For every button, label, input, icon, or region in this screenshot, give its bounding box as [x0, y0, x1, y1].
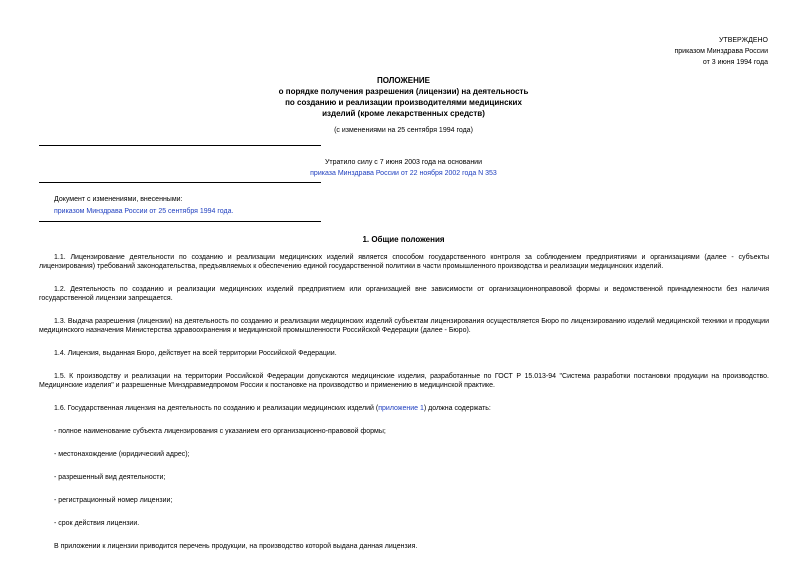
paragraph-1-5: 1.5. К производству и реализации на территории Российской Федерации допускаются медицинские изделия, разработанные по ГОСТ Р 15.013-94 "Система разработки постановки продукции на производство. Медицинские изделия" и разрешенные Минздравмедпромом России к постановке на производство и применению в медицинской практике. — [39, 373, 769, 389]
list-item: - полное наименование субъекта лицензирования с указанием его организационно-правовой формы; — [54, 428, 386, 435]
divider — [39, 182, 321, 183]
title-line-1: о порядке получения разрешения (лицензии) на деятельность — [278, 87, 529, 96]
paragraph-1-6-after: ) должна содержать: — [423, 405, 491, 412]
title-heading: ПОЛОЖЕНИЕ — [377, 76, 430, 85]
divider — [39, 145, 321, 146]
title-line-3: изделий (кроме лекарственных средств) — [322, 109, 485, 118]
list-item: - срок действия лицензии. — [54, 520, 140, 527]
paragraph-1-6-before: 1.6. Государственная лицензия на деятельность по созданию и реализации медицинских изделий ( — [54, 405, 379, 412]
document-changes — [54, 194, 334, 218]
void-note — [200, 157, 607, 179]
void-note-text: Утратило силу с 7 июня 2003 года на основании — [324, 159, 483, 166]
approved-line-1: УТВЕРЖДЕНО — [718, 37, 768, 44]
paragraph-1-6 — [39, 404, 769, 413]
doc-changes-text: Документ с изменениями, внесенными: — [54, 196, 183, 203]
approved-line-3: от 3 июня 1994 года — [702, 59, 768, 66]
list-item: - разрешенный вид деятельности; — [54, 474, 166, 481]
approval-stamp — [675, 35, 769, 68]
appendix-note: В приложении к лицензии приводится перечень продукции, на производство которой выдана данная лицензия. — [54, 543, 418, 550]
list-item: - регистрационный номер лицензии; — [54, 497, 173, 504]
paragraph-1-1: 1.1. Лицензирование деятельности по созданию и реализации медицинских изделий является способом государственного контроля за соблюдением предприятиями и организациями (далее - субъекты лицензирования) требований законодательства, предъявляемых к обеспечению единой государственной политики в части промышленного производства и реализации медицинских изделий. — [39, 254, 769, 270]
void-note-link[interactable]: приказа Минздрава России от 22 ноября 2002 года N 353 — [310, 170, 497, 177]
section-body — [39, 253, 769, 551]
doc-changes-link[interactable]: приказом Минздрава России от 25 сентября 1994 года. — [54, 208, 234, 215]
changes-note: (с изменениями на 25 сентября 1994 года) — [334, 127, 473, 134]
section-title: 1. Общие положения — [362, 235, 445, 244]
appendix-1-link[interactable]: приложение 1 — [378, 405, 424, 412]
document-title — [200, 75, 607, 135]
paragraph-1-4: 1.4. Лицензия, выданная Бюро, действует на всей территории Российской Федерации. — [54, 350, 337, 357]
paragraph-1-3: 1.3. Выдача разрешения (лицензии) на деятельность по созданию и реализации медицинских изделий субъектам лицензирования осуществляется Бюро по лицензированию изделий медицинской техники и продукции медицинского назначения Министерства здравоохранения и медицинской промышленности Российской Федерации (далее - Бюро). — [39, 318, 769, 334]
title-line-2: по созданию и реализации производителями медицинских — [285, 98, 522, 107]
divider — [39, 221, 321, 222]
approved-line-2: приказом Минздрава России — [674, 48, 768, 55]
paragraph-1-2: 1.2. Деятельность по созданию и реализации медицинских изделий предприятием или организацией вне зависимости от организационноправовой формы и ведомственной принадлежности без наличия государственной лицензии запрещается. — [39, 286, 769, 302]
list-item: - местонахождение (юридический адрес); — [54, 451, 190, 458]
